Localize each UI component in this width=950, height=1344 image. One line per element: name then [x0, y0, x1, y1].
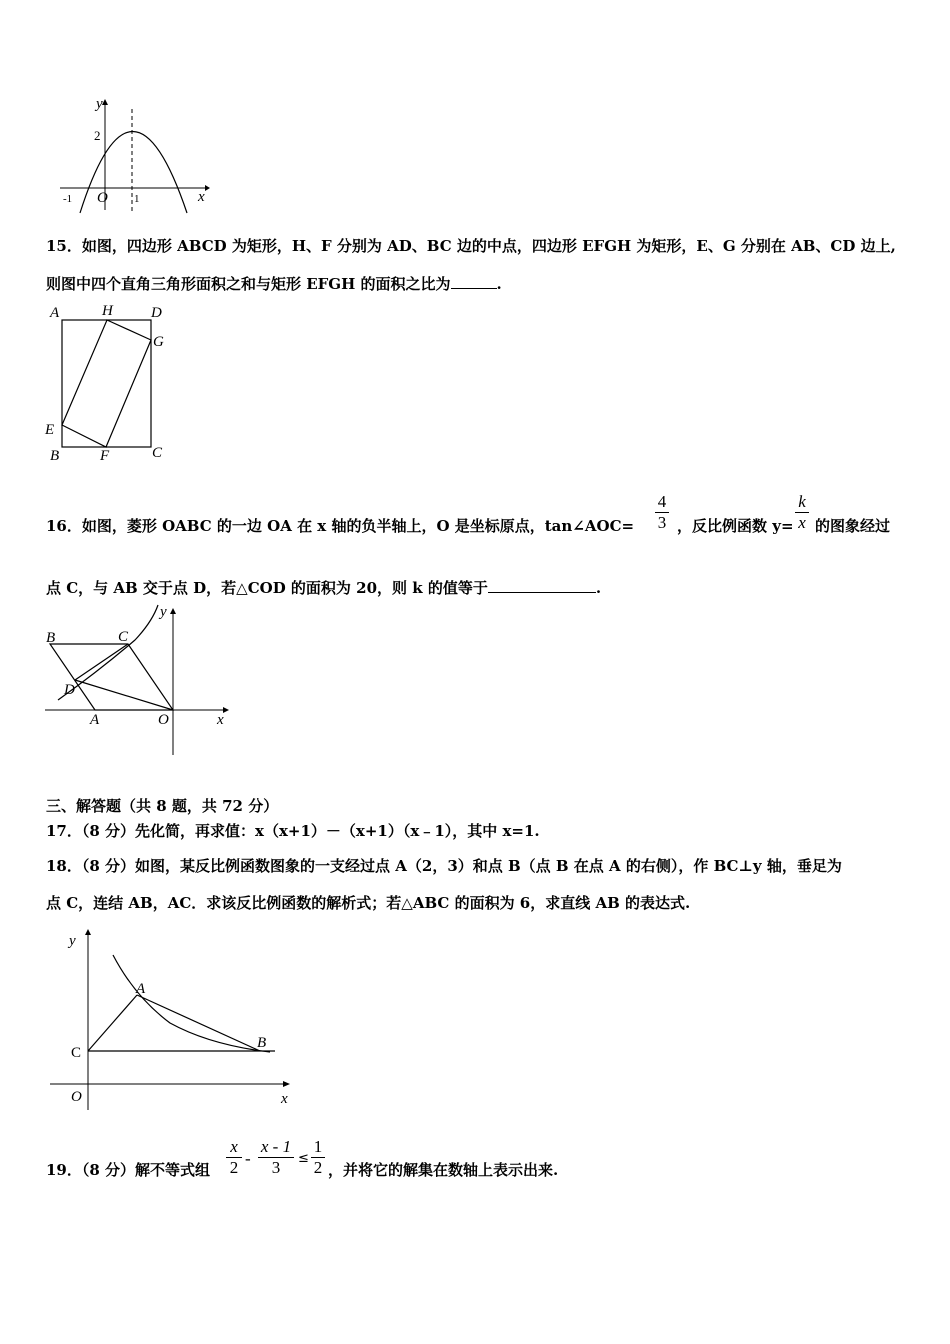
- label-A: A: [90, 712, 100, 728]
- label-O: O: [71, 1089, 82, 1105]
- label-H: H: [102, 303, 113, 319]
- label-y: y: [160, 604, 167, 620]
- tick-label-1: 1: [134, 193, 140, 205]
- answer-blank: [451, 274, 497, 289]
- answer-blank: [488, 578, 596, 593]
- fraction-1-2: [309, 1137, 327, 1178]
- fraction-4-3: [653, 492, 671, 533]
- rectangle-efgh: [62, 320, 151, 447]
- fraction-denominator: 2: [229, 1158, 239, 1177]
- label-O: O: [158, 712, 169, 728]
- segment-ca: [88, 995, 137, 1051]
- label-G: G: [153, 334, 164, 350]
- fraction-numerator: k: [798, 492, 806, 511]
- y-axis-label: y: [96, 96, 103, 112]
- label-y: y: [69, 933, 76, 949]
- segment-ab: [137, 995, 260, 1051]
- hyperbola-curve: [113, 955, 270, 1052]
- q18-line2: 点 C，连结 AB，AC．求该反比例函数的解析式；若△ABC 的面积为 6，求直线 AB 的表达式.: [46, 894, 691, 912]
- q15-line2: [46, 274, 502, 294]
- x-axis-arrow: [283, 1081, 290, 1087]
- q19-text-after: ，并将它的解集在数轴上表示出来.: [328, 1161, 559, 1179]
- label-x: x: [281, 1091, 288, 1107]
- q16-line1-part1: 16．如图，菱形 OABC 的一边 OA 在 x 轴的负半轴上，O 是坐标原点，tan∠AOC=: [46, 517, 635, 535]
- q17-text: 17．（8 分）先化简，再求值：x（x+1）－（x+1）（x﹣1），其中 x=1.: [46, 822, 540, 840]
- rectangle-figure: [40, 300, 180, 470]
- q18-line1: 18．（8 分）如图，某反比例函数图象的一支经过点 A（2，3）和点 B（点 B 在点 A 的右侧），作 BC⊥y 轴，垂足为: [46, 857, 842, 875]
- q16-line2-period: .: [595, 579, 602, 597]
- q15-line2-period: .: [496, 275, 502, 293]
- label-F: F: [100, 448, 110, 464]
- x-axis-arrow: [223, 707, 229, 713]
- fraction-numerator: 4: [657, 492, 667, 511]
- fraction-numerator: 1: [313, 1137, 323, 1156]
- fraction-k-x: [793, 492, 811, 533]
- label-E: E: [45, 422, 55, 438]
- tick-label-2: 2: [94, 128, 101, 143]
- fraction-denominator: 3: [657, 513, 667, 532]
- label-C: C: [152, 445, 163, 461]
- fraction-numerator: x: [230, 1137, 238, 1156]
- fraction-x-2: [225, 1137, 243, 1178]
- label-D: D: [64, 682, 75, 698]
- rhombus-oabc: [50, 644, 173, 710]
- segment-od: [75, 680, 173, 710]
- x-axis-arrow: [205, 185, 210, 191]
- section-heading: 三、解答题（共 8 题，共 72 分）: [46, 797, 279, 815]
- fraction-denominator: 3: [271, 1158, 281, 1177]
- label-D: D: [151, 305, 162, 321]
- label-x: x: [217, 712, 224, 728]
- fraction-numerator: x - 1: [260, 1137, 292, 1156]
- label-B: B: [50, 448, 60, 464]
- label-B: B: [46, 630, 56, 646]
- y-axis-arrow: [170, 608, 176, 614]
- q16-line1-part2: ，反比例函数 y=: [677, 517, 794, 535]
- x-axis-label: x: [198, 189, 205, 205]
- origin-label: O: [97, 190, 108, 206]
- label-A: A: [50, 305, 60, 321]
- tick-label-neg1: -1: [63, 193, 73, 205]
- q15-line2-text: 则图中四个直角三角形面积之和与矩形 EFGH 的面积之比为: [46, 275, 451, 293]
- y-axis-arrow: [102, 99, 108, 105]
- label-C: C: [118, 629, 129, 645]
- rhombus-figure: [40, 600, 240, 760]
- label-C: C: [71, 1045, 82, 1061]
- fraction-denominator: 2: [313, 1158, 323, 1177]
- q16-line2-text: 点 C，与 AB 交于点 D，若△COD 的面积为 20，则 k 的值等于: [46, 579, 488, 597]
- y-axis-arrow: [85, 929, 91, 935]
- parabola-graph: [55, 95, 215, 215]
- hyperbola-triangle-figure: [45, 925, 305, 1115]
- label-A: A: [136, 981, 146, 997]
- leq-sign: ≤: [298, 1151, 309, 1166]
- q19-text-before: 19．（8 分）解不等式组: [46, 1161, 211, 1179]
- fraction-x-minus-1-over-3: [256, 1137, 296, 1178]
- minus-sign: -: [245, 1149, 251, 1168]
- q15-line1: 15．如图，四边形 ABCD 为矩形，H、F 分别为 AD、BC 边的中点，四边形 EFGH 为矩形，E、G 分别在 AB、CD 边上,: [46, 237, 896, 255]
- rectangle-abcd: [62, 320, 151, 447]
- q16-line2: [46, 578, 601, 598]
- fraction-denominator: x: [798, 513, 806, 532]
- label-B: B: [257, 1035, 267, 1051]
- q16-line1-part3: 的图象经过: [815, 517, 891, 535]
- segment-dc: [75, 644, 128, 680]
